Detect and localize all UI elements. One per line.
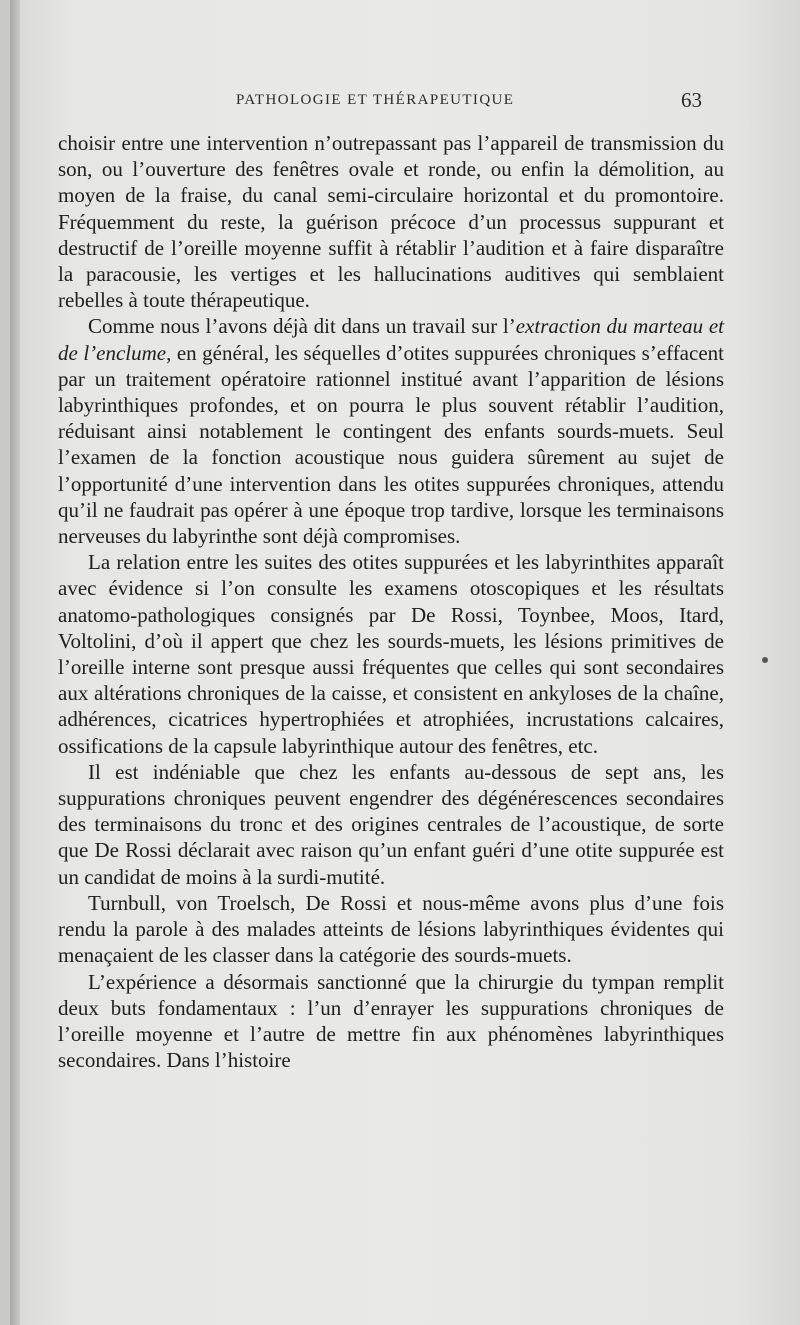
paragraph-2-italic-title: extraction du marteau et de l’enclume — [58, 314, 724, 365]
paragraph-4: Il est indéniable que chez les enfants au-dessous de sept ans, les suppurations chroniques peuvent engendrer des dégénérescences secondaires des terminaisons du tronc et des origines centrales de l’acoustique, de sorte que De Rossi déclarait avec raison qu’un enfant guéri d’une otite suppurée est un candidat de moins à la surdi-mutité. — [58, 759, 724, 889]
running-header — [10, 88, 800, 118]
running-title: PATHOLOGIE ET THÉRAPEUTIQUE — [236, 92, 515, 108]
paragraph-2 — [58, 313, 724, 549]
print-speck — [762, 657, 768, 663]
body-text — [58, 130, 724, 1073]
paragraph-5: Turnbull, von Troelsch, De Rossi et nous-même avons plus d’une fois rendu la parole à des malades atteints de lésions labyrinthiques évidentes qui menaçaient de les classer dans la catégorie des sourds-muets. — [58, 890, 724, 968]
book-page — [10, 0, 800, 1325]
paragraph-3: La relation entre les suites des otites suppurées et les labyrinthites apparaît avec évidence si l’on consulte les examens otoscopiques et les résultats anatomo-pathologiques consignés par De Rossi, Toynbee, Moos, Itard, Voltolini, d’où il appert que chez les sourds-muets, les lésions primitives de l’oreille interne sont presque aussi fréquentes que celles qui sont secondaires aux altérations chroniques de la caisse, et consistent en ankyloses de la chaîne, adhérences, cicatrices hypertrophiées et atrophiées, incrustations calcaires, ossifications de la capsule labyrinthique autour des fenêtres, etc. — [58, 550, 724, 758]
page-gutter-shadow — [10, 0, 20, 1325]
paragraph-6: L’expérience a désormais sanctionné que la chirurgie du tympan remplit deux buts fondamentaux : l’un d’enrayer les suppurations chroniques de l’oreille moyenne et l’autre de mettre fin aux phénomènes labyrinthiques secondaires. Dans l’histoire — [58, 969, 724, 1073]
paragraph-1: choisir entre une intervention n’outrepassant pas l’appareil de transmission du son, ou l’ouverture des fenêtres ovale et ronde, ou enfin la démolition, au moyen de la fraise, du canal semi-circulaire horizontal et du promontoire. Fréquemment du reste, la guérison précoce d’un processus suppurant et destructif de l’oreille moyenne suffit à rétablir l’audition et à faire disparaître la paracousie, les vertiges et les hallucinations auditives qui semblaient rebelles à toute thérapeutique. — [58, 131, 724, 313]
paragraph-2-text-end: , en général, les séquelles d’otites suppurées chroniques s’effacent par un traitement opératoire rationnel institué avant l’apparition de lésions labyrinthiques profondes, et on pourra le plus souvent rétablir l’audition, réduisant ainsi notablement le contingent des enfants sourds-muets. Seul l’examen de la fonction acoustique nous guidera sûrement au sujet de l’opportunité d’une intervention dans les otites suppurées chroniques, attendu qu’il ne faudrait pas opérer à une époque trop tardive, lorsque les terminaisons nerveuses du labyrinthe sont déjà compromises. — [58, 340, 724, 549]
paragraph-2-text-start: Comme nous l’avons déjà dit dans un travail sur l’ — [88, 314, 516, 339]
page-number: 63 — [681, 88, 702, 112]
